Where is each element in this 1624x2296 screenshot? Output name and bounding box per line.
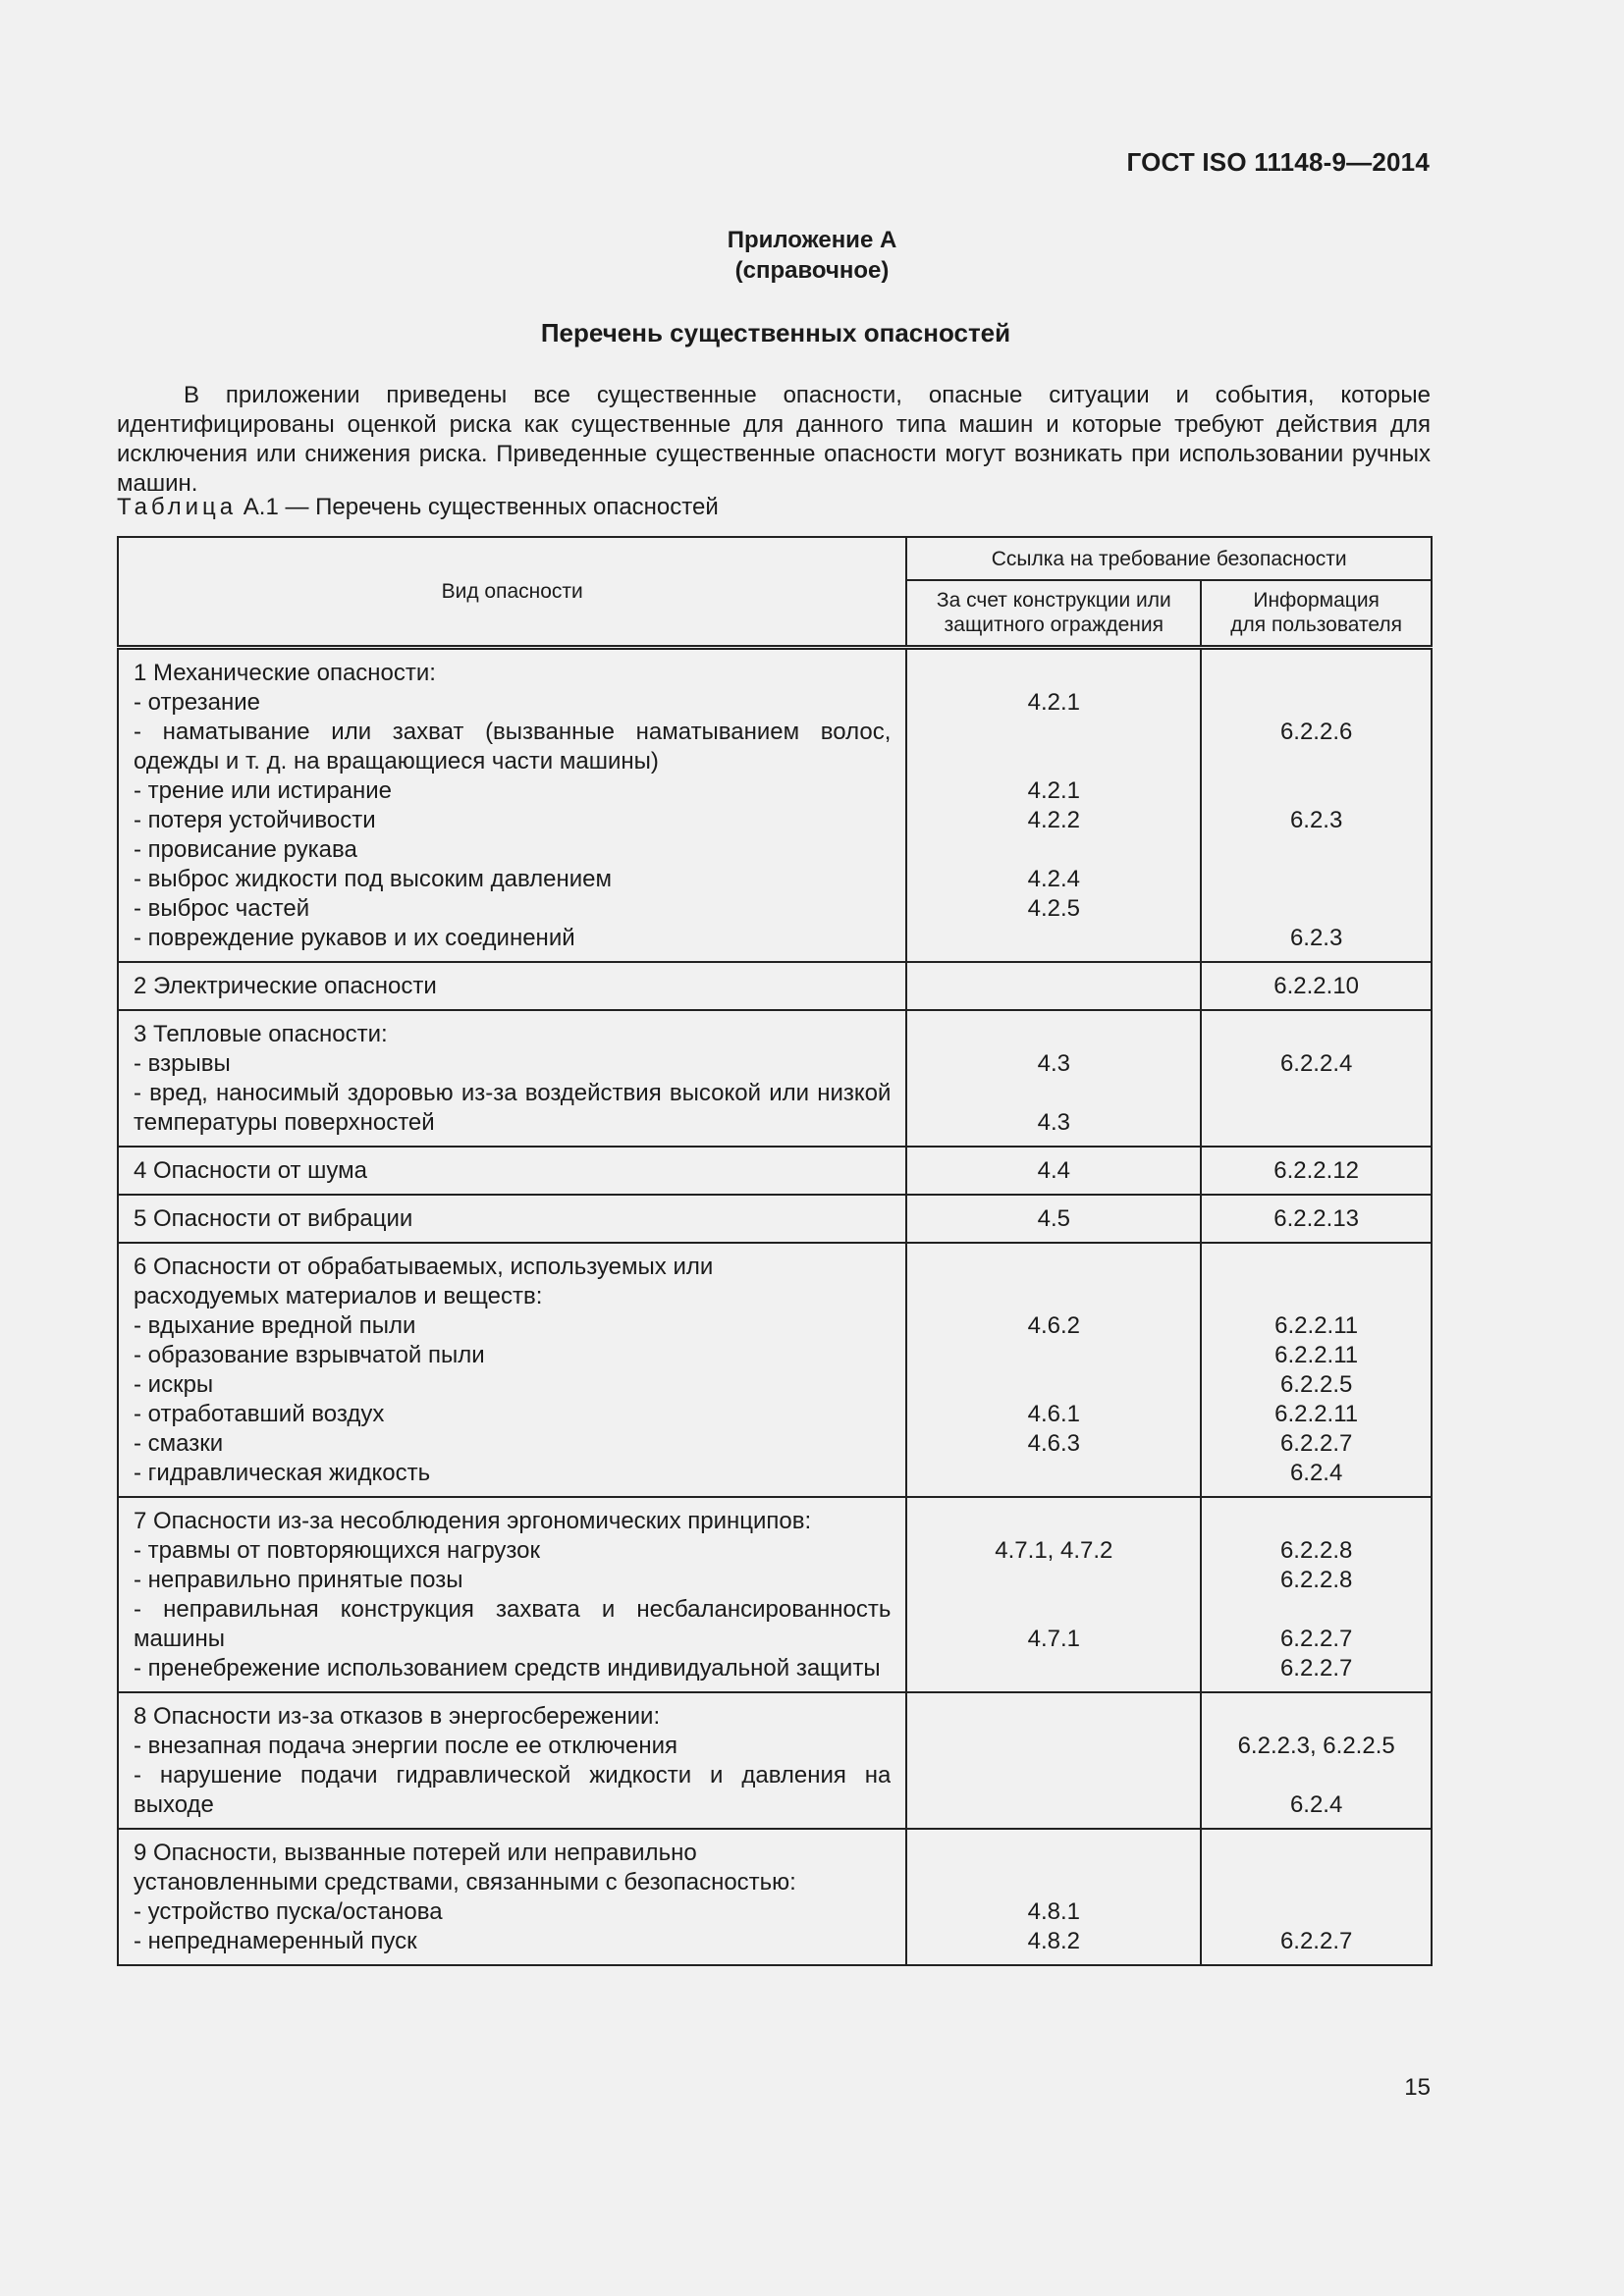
- design-reference: 4.4: [1037, 1156, 1071, 1184]
- header-by-design-line: За счет конструкции или: [936, 589, 1171, 613]
- hazard-cell: [118, 1147, 906, 1195]
- design-reference-cell: [906, 1010, 1201, 1147]
- table-row: [118, 1692, 1432, 1829]
- hazard-cell: [118, 1243, 906, 1497]
- table-row: [118, 1010, 1432, 1147]
- user-info-reference: [1208, 1868, 1425, 1897]
- hazard-cell: [118, 1195, 906, 1243]
- hazard-item: - взрывы: [134, 1049, 231, 1077]
- design-reference-cell: [906, 1829, 1201, 1965]
- user-info-reference: 6.2.2.8: [1279, 1566, 1353, 1593]
- user-info-reference: 6.2.4: [1289, 1790, 1343, 1818]
- design-reference: 4.2.2: [1027, 806, 1081, 833]
- design-reference: [913, 659, 1194, 688]
- hazard-item: установленными средствами, связанными с безопасностью:: [134, 1868, 796, 1896]
- hazard-item: - образование взрывчатой пыли: [134, 1341, 485, 1368]
- header-user-info-line: для пользователя: [1230, 614, 1402, 637]
- header-safety-reference: Ссылка на требование безопасности: [906, 537, 1432, 580]
- user-info-reference: 6.2.2.13: [1273, 1204, 1360, 1232]
- user-info-reference: [1208, 747, 1425, 776]
- hazard-item: - неправильная конструкция захвата и несбалансированность машины: [134, 1595, 892, 1652]
- hazards-table: [117, 536, 1433, 1966]
- design-reference: [913, 1507, 1194, 1536]
- hazard-item: - неправильно принятые позы: [134, 1566, 463, 1593]
- user-info-reference: [1208, 776, 1425, 806]
- user-info-reference: 6.2.3: [1289, 924, 1343, 951]
- user-info-reference: 6.2.2.8: [1279, 1536, 1353, 1564]
- user-info-reference: [1208, 1595, 1425, 1625]
- user-info-reference: 6.2.2.10: [1273, 972, 1360, 999]
- design-reference-cell: [906, 1692, 1201, 1829]
- design-reference: [913, 924, 1194, 953]
- design-reference: [913, 835, 1194, 865]
- hazard-cell: [118, 647, 906, 962]
- hazard-item: - пренебрежение использованием средств индивидуальной защиты: [134, 1654, 881, 1682]
- design-reference: 4.3: [1037, 1049, 1071, 1077]
- design-reference: 4.2.4: [1027, 865, 1081, 892]
- user-info-reference: 6.2.3: [1289, 806, 1343, 833]
- user-info-reference-cell: [1201, 1497, 1432, 1692]
- user-info-reference: 6.2.2.11: [1274, 1311, 1359, 1339]
- user-info-reference: [1208, 1761, 1425, 1790]
- table-row: [118, 1243, 1432, 1497]
- header-hazard-type: Вид опасности: [118, 537, 906, 647]
- user-info-reference: 6.2.2.7: [1279, 1927, 1353, 1954]
- header-user-info-line: Информация: [1253, 589, 1380, 613]
- design-reference: 4.6.1: [1027, 1400, 1081, 1427]
- user-info-reference-cell: [1201, 647, 1432, 962]
- user-info-reference: 6.2.4: [1289, 1459, 1343, 1486]
- hazard-item: - устройство пуска/останова: [134, 1897, 443, 1925]
- user-info-reference: 6.2.2.12: [1273, 1156, 1360, 1184]
- design-reference: [913, 1253, 1194, 1282]
- hazard-item: - трение или истирание: [134, 776, 393, 804]
- design-reference: [913, 1702, 1194, 1732]
- table-row: [118, 1147, 1432, 1195]
- hazard-item: - непреднамеренный пуск: [134, 1927, 417, 1954]
- user-info-reference-cell: [1201, 962, 1432, 1010]
- annex-title: Приложение А: [727, 227, 897, 253]
- design-reference: [913, 1595, 1194, 1625]
- hazard-item: - отработавший воздух: [134, 1400, 385, 1427]
- design-reference: 4.6.3: [1027, 1429, 1081, 1457]
- design-reference: [913, 1868, 1194, 1897]
- user-info-reference: [1208, 1079, 1425, 1108]
- hazard-cell: [118, 1829, 906, 1965]
- design-reference: [913, 1282, 1194, 1311]
- hazard-cell: [118, 1692, 906, 1829]
- design-reference: [913, 1341, 1194, 1370]
- user-info-reference-cell: [1201, 1147, 1432, 1195]
- user-info-reference: 6.2.2.11: [1274, 1400, 1359, 1427]
- table-caption-label: Таблица: [117, 494, 238, 520]
- document-id: ГОСТ ISO 11148-9—2014: [1126, 147, 1430, 177]
- design-reference: [913, 1566, 1194, 1595]
- user-info-reference: 6.2.2.7: [1279, 1654, 1353, 1682]
- user-info-reference: [1208, 1253, 1425, 1282]
- design-reference: [913, 1370, 1194, 1400]
- user-info-reference: [1208, 894, 1425, 924]
- section-title: Перечень существенных опасностей: [540, 318, 1011, 347]
- design-reference: 4.2.5: [1027, 894, 1081, 922]
- design-reference: 4.5: [1037, 1204, 1071, 1232]
- user-info-reference: 6.2.2.3, 6.2.2.5: [1237, 1732, 1395, 1759]
- design-reference: [913, 1761, 1194, 1790]
- hazard-group-title: 8 Опасности из-за отказов в энергосбережении:: [134, 1702, 661, 1730]
- table-caption: [117, 494, 719, 521]
- user-info-reference: [1208, 688, 1425, 718]
- user-info-reference: [1208, 1702, 1425, 1732]
- intro-paragraph: В приложении приведены все существенные опасности, опасные ситуации и события, которые идентифицированы оценкой риска как существенные для данного типа машин и которые требуют действия для исключения или снижения риска. Приведенные существенные опасности могут возникать при использовании ручных машин.: [117, 382, 1431, 497]
- user-info-reference-cell: [1201, 1829, 1432, 1965]
- design-reference: [913, 1654, 1194, 1683]
- design-reference: 4.3: [1037, 1108, 1071, 1136]
- hazard-item: - выброс жидкости под высоким давлением: [134, 865, 613, 892]
- user-info-reference: [1208, 659, 1425, 688]
- header-by-design: [906, 580, 1201, 647]
- design-reference: 4.2.1: [1027, 688, 1081, 716]
- hazard-item: - искры: [134, 1370, 214, 1398]
- design-reference-cell: [906, 1147, 1201, 1195]
- hazard-item: - травмы от повторяющихся нагрузок: [134, 1536, 540, 1564]
- hazard-item: - нарушение подачи гидравлической жидкости и давления на выходе: [134, 1761, 892, 1818]
- design-reference: [913, 1459, 1194, 1488]
- hazard-item: расходуемых материалов и веществ:: [134, 1282, 543, 1309]
- hazard-item: - выброс частей: [134, 894, 310, 922]
- header-by-design-line: защитного ограждения: [944, 614, 1164, 637]
- hazard-group-title: 2 Электрические опасности: [134, 972, 437, 999]
- design-reference: [913, 718, 1194, 747]
- hazard-group-title: 1 Механические опасности:: [134, 659, 436, 686]
- table-row: [118, 647, 1432, 962]
- user-info-reference-cell: [1201, 1692, 1432, 1829]
- hazard-item: - внезапная подача энергии после ее отключения: [134, 1732, 677, 1759]
- hazard-item: - смазки: [134, 1429, 224, 1457]
- hazard-group-title: 4 Опасности от шума: [134, 1156, 368, 1184]
- hazard-group-title: 7 Опасности из-за несоблюдения эргономических принципов:: [134, 1507, 812, 1534]
- design-reference: 4.7.1: [1027, 1625, 1081, 1652]
- design-reference: 4.7.1, 4.7.2: [995, 1536, 1113, 1564]
- table-row: [118, 1497, 1432, 1692]
- user-info-reference: [1208, 1282, 1425, 1311]
- user-info-reference: [1208, 1897, 1425, 1927]
- user-info-reference: 6.2.2.4: [1279, 1049, 1353, 1077]
- hazard-item: - вред, наносимый здоровью из-за воздействия высокой или низкой температуры поверхностей: [134, 1079, 892, 1136]
- hazard-item: - гидравлическая жидкость: [134, 1459, 431, 1486]
- user-info-reference: [1208, 835, 1425, 865]
- design-reference-cell: [906, 1497, 1201, 1692]
- hazard-item: - наматывание или захват (вызванные наматыванием волос, одежды и т. д. на вращающиеся части машины): [134, 718, 892, 774]
- annex-heading: [0, 225, 1624, 286]
- user-info-reference: [1208, 1108, 1425, 1138]
- hazard-group-title: 5 Опасности от вибрации: [134, 1204, 413, 1232]
- user-info-reference-cell: [1201, 1195, 1432, 1243]
- user-info-reference: 6.2.2.7: [1279, 1429, 1353, 1457]
- design-reference: [913, 1790, 1194, 1820]
- design-reference: [913, 1079, 1194, 1108]
- user-info-reference-cell: [1201, 1243, 1432, 1497]
- hazard-item: - вдыхание вредной пыли: [134, 1311, 416, 1339]
- design-reference: 4.8.1: [1027, 1897, 1081, 1925]
- hazard-group-title: 9 Опасности, вызванные потерей или неправильно: [134, 1839, 697, 1866]
- design-reference-cell: [906, 1195, 1201, 1243]
- user-info-reference: [1208, 1507, 1425, 1536]
- design-reference-cell: [906, 962, 1201, 1010]
- design-reference: [913, 1732, 1194, 1761]
- design-reference-cell: [906, 647, 1201, 962]
- user-info-reference: 6.2.2.5: [1279, 1370, 1353, 1398]
- user-info-reference: [1208, 865, 1425, 894]
- table-row: [118, 962, 1432, 1010]
- header-user-info: [1201, 580, 1432, 647]
- table-row: [118, 1829, 1432, 1965]
- page-number: 15: [1404, 2074, 1431, 2101]
- annex-subtitle: (справочное): [734, 257, 890, 284]
- design-reference: 4.2.1: [1027, 776, 1081, 804]
- user-info-reference-cell: [1201, 1010, 1432, 1147]
- hazard-group-title: 3 Тепловые опасности:: [134, 1020, 388, 1047]
- user-info-reference: 6.2.2.11: [1274, 1341, 1359, 1368]
- hazard-cell: [118, 962, 906, 1010]
- design-reference-cell: [906, 1243, 1201, 1497]
- table-row: [118, 1195, 1432, 1243]
- hazard-item: - отрезание: [134, 688, 260, 716]
- design-reference: [913, 747, 1194, 776]
- hazard-cell: [118, 1497, 906, 1692]
- user-info-reference: [1208, 1839, 1425, 1868]
- hazard-cell: [118, 1010, 906, 1147]
- hazard-item: - потеря устойчивости: [134, 806, 376, 833]
- user-info-reference: 6.2.2.7: [1279, 1625, 1353, 1652]
- hazard-item: - провисание рукава: [134, 835, 357, 863]
- table-body: [118, 647, 1432, 1965]
- design-reference: 4.6.2: [1027, 1311, 1081, 1339]
- user-info-reference: 6.2.2.6: [1279, 718, 1353, 745]
- user-info-reference: [1208, 1020, 1425, 1049]
- design-reference: [913, 972, 1194, 1001]
- table-caption-text: А.1 — Перечень существенных опасностей: [243, 494, 719, 520]
- design-reference: [913, 1839, 1194, 1868]
- hazard-group-title: 6 Опасности от обрабатываемых, используемых или: [134, 1253, 714, 1280]
- hazard-item: - повреждение рукавов и их соединений: [134, 924, 575, 951]
- design-reference: 4.8.2: [1027, 1927, 1081, 1954]
- design-reference: [913, 1020, 1194, 1049]
